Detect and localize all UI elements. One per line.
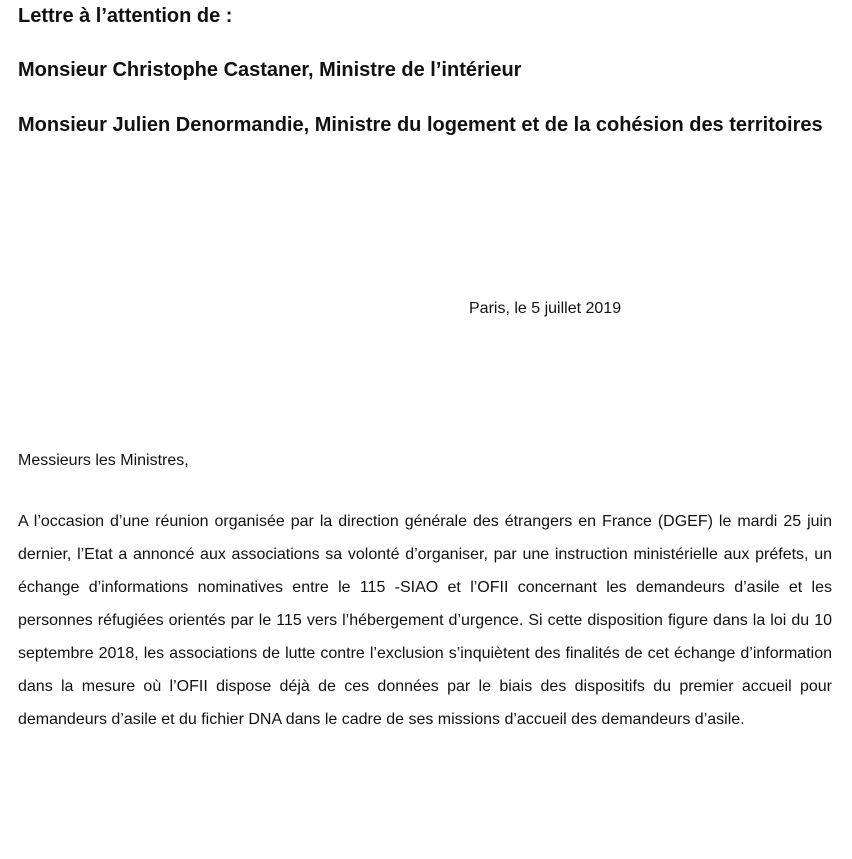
letter-heading-addressee: Lettre à l’attention de : — [18, 5, 233, 27]
letter-paragraph: A l’occasion d’une réunion organisée par la direction générale des étrangers en France (DGEF) le mardi 25 juin dernier, l’Etat a annoncé aux associations sa volonté d’organiser, par une instruction ministérielle aux préfets, un échange d’informations nominatives entre le 115 -SIAO et l’OFII concernant les demandeurs d’asile et les personnes réfugiées orientés par le 115 vers l’hébergement d’urgence. Si cette disposition figure dans la loi du 10 septembre 2018, les associations de lutte contre l’exclusion s’inquiètent des finalités de cet échange d’information dans la mesure où l’OFII dispose déjà de ces données par le biais des dispositifs du premier accueil pour demandeurs d’asile et du fichier DNA dans le cadre de ses missions d’accueil des demandeurs d’asile. — [18, 513, 832, 728]
letter-date: Paris, le 5 juillet 2019 — [469, 300, 622, 317]
letter-salutation: Messieurs les Ministres, — [18, 452, 189, 469]
recipient-interior-minister: Monsieur Christophe Castaner, Ministre de l’intérieur — [18, 59, 522, 81]
recipient-housing-minister: Monsieur Julien Denormandie, Ministre du logement et de la cohésion des territoires — [18, 114, 823, 136]
